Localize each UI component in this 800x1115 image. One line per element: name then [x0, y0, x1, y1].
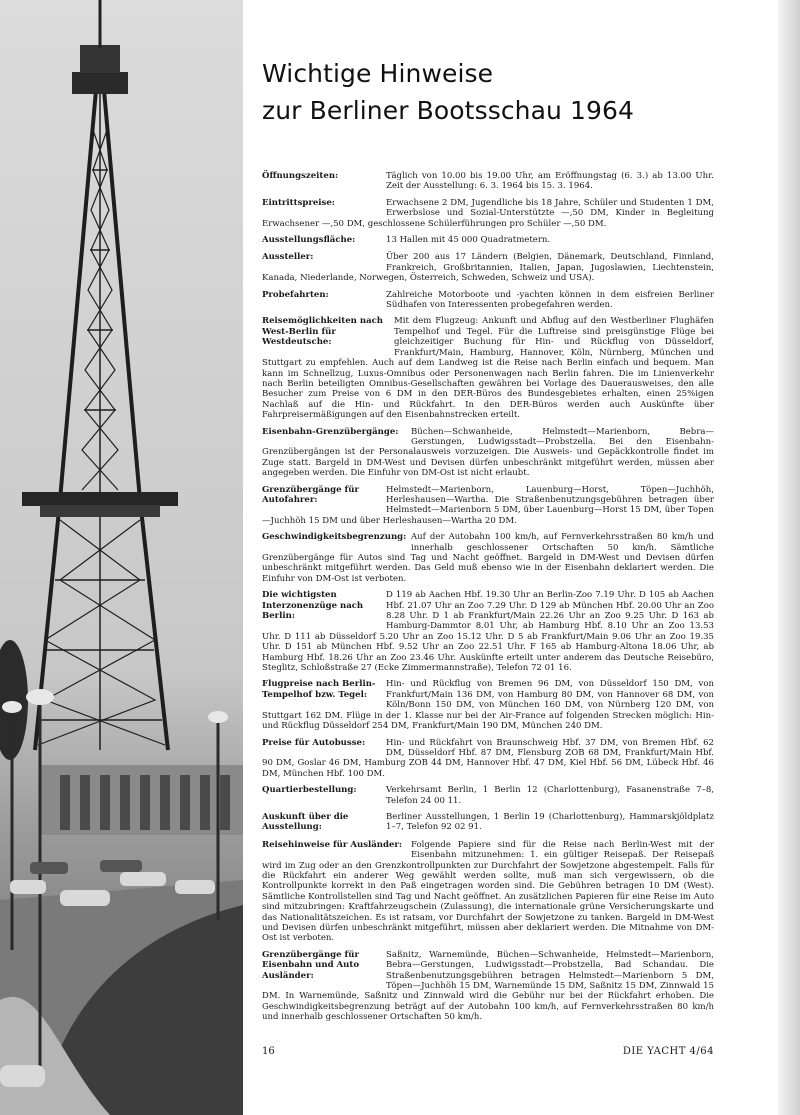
section-text: Berliner Ausstellungen, 1 Berlin 19 (Charlottenburg), Hammarskjöldplatz 1–7, Telefon 92 02 91.	[386, 811, 714, 833]
section-text: Täglich von 10.00 bis 19.00 Uhr, am Eröffnungstag (6. 3.) ab 13.00 Uhr. Zeit der Ausstellung: 6. 3. 1964 bis 15. 3. 1964.	[386, 171, 714, 192]
section-label: Geschwindigkeitsbegrenzung:	[262, 532, 407, 543]
section-text: Hin- und Rückfahrt von Braunschweig Hbf. 37 DM, von Bremen Hbf. 62 DM, Düsseldorf Hbf. 87 DM, Flensburg ZOB 68 DM, Frankfurt/Main Hbf. 90 DM, Goslar 46 DM, Hamburg ZOB 44 DM, Hannover Hbf. 47 DM, Kiel Hbf. 56 DM, Lübeck Hbf. 46 DM, München Hbf. 100 DM.	[262, 737, 714, 779]
section-text: Saßnitz, Warnemünde, Büchen—Schwanheide, Helmstedt—Marienborn, Bebra—Gerstungen, Ludwigsstadt—Probstzella, Bad Schandau. Die Straßenbenutzungsgebühren betragen Helmstedt—Marienborn 5 DM, Töpen—Juchhöh 15 DM, Warnemünde 15 DM, Saßnitz 15 DM, Zinnwald 15 DM. In Warnemünde, Saßnitz und Zinnwald wird die Gebühr nur bei der Rückfahrt erhoben. Die Geschwindigkeitsbegrenzung beträgt auf der Autobahn 100 km/h, auf Fernverkehrsstraßen 80 km/h und innerhalb geschlossener Ortschaften 50 km/h.	[262, 949, 714, 1023]
section-geschwindigkeitsbegrenzung	[262, 532, 714, 584]
section-grenzuebergaenge-auslaender	[262, 950, 714, 1023]
section-reisemoeglichkeiten	[262, 316, 714, 420]
funkturm-illustration	[0, 0, 243, 1115]
section-text: Mit dem Flugzeug: Ankunft und Abflug auf den Westberliner Flughäfen Tempelhof und Tegel. Für die Luftreise sind preisgünstige Flüge bei gleichzeitiger Buchung für Hin- und Rückflug von Düsseldorf, Frankfurt/Main, Hamburg, Hannover, Köln, Nürnberg, München und Stuttgart zu empfehlen. Auch auf dem Landweg ist die Reise nach Berlin einfach und bequem. Man kann im Schnellzug, Luxus-Omnibus oder Personenwagen nach Berlin fahren. Die im Linienverkehr nach Berlin beteiligten Omnibus-Gesellschaften gewähren bei Vorlage des Dauerausweises, den alle Besucher zum Preise von 6 DM in den DER-Büros des Bundesgebietes erhalten, einen 25%igen Nachlaß auf die Hin- und Rückfahrt. In den DER-Büros werden auch Auskünfte über Fahrpreisermäßigungen auf den Eisenbahnstrecken erteilt.	[262, 316, 714, 421]
section-interzonenzuege	[262, 590, 714, 673]
section-quartierbestellung	[262, 785, 714, 806]
article	[262, 55, 714, 1023]
section-label: Aussteller:	[262, 252, 314, 263]
section-label: Ausstellungsfläche:	[262, 235, 356, 246]
section-text: Folgende Papiere sind für die Reise nach Berlin-West mit der Eisenbahn mitzunehmen: 1. ein gültiger Reisepaß. Der Reisepaß wird im Zug oder an den Grenzkontrollpunkten zur Durchfahrt der Sowjetzone abgestempelt. Falls für die Rückfahrt ein anderer Weg gewählt werden sollte, muß man sich vergewissern, ob die Kontrollpunkte korrekt in den Paß eingetragen worden sind. Die Gebühren betragen 10 DM (West). Sämtliche Kontrollstellen sind Tag und Nacht geöffnet. An zusätzlichen Papieren für eine Reise im Auto sind mitzubringen: Kraftfahrzeugschein (Zulassung), die internationale grüne Versicherungskarte und das Nationalitätszeichen. Es ist ratsam, vor Durchfahrt der Sowjetzone zu tanken. Bargeld in DM-West und Devisen dürfen unbeschränkt mitgeführt, müssen aber deklariert werden. Die Mitnahme von DM-Ost ist verboten.	[262, 839, 714, 944]
section-text: Erwachsene 2 DM, Jugendliche bis 18 Jahre, Schüler und Studenten 1 DM, Erwerbslose und Sozial-Unterstützte —,50 DM, Kinder in Begleitung Erwachsener —,50 DM, geschlossene Schülerführungen pro Schüler —,50 DM.	[262, 197, 714, 229]
section-label: Probefahrten:	[262, 289, 329, 300]
section-label: Eisenbahn-Grenzübergänge:	[262, 426, 399, 437]
section-text: Zahlreiche Motorboote und -yachten können in dem eisfreien Berliner Südhafen von Interessenten probegefahren werden.	[386, 289, 714, 311]
section-text: Verkehrsamt Berlin, 1 Berlin 12 (Charlottenburg), Fasanenstraße 7–8, Telefon 24 00 11.	[386, 785, 714, 806]
section-autobusse	[262, 738, 714, 780]
section-label: Quartierbestellung:	[262, 785, 357, 796]
section-label: Eintrittspreise:	[262, 197, 335, 208]
section-flugpreise	[262, 679, 714, 731]
section-text: Hin- und Rückflug von Bremen 96 DM, von Düsseldorf 150 DM, von Frankfurt/Main 136 DM, von Hamburg 80 DM, von Hannover 68 DM, von Köln/Bonn 150 DM, von München 160 DM, von Nürnberg 120 DM, von Stuttgart 162 DM. Flüge in der 1. Klasse nur bei der Air-France auf folgenden Strecken möglich: Hin- und Rückflug Düsseldorf 254 DM, Frankfurt/Main 190 DM, München 240 DM.	[262, 679, 714, 732]
section-eisenbahn-grenzuebergaenge	[262, 427, 714, 479]
section-label: Grenzübergänge für Autofahrer:	[262, 484, 359, 505]
section-text: Büchen—Schwanheide, Helmstedt—Marienborn, Bebra—Gerstungen, Ludwigsstadt—Probstzella. Bei den Eisenbahn-Grenzübergängen ist der Personalausweis vorzuzeigen. Die Ausweis- und Gepäckkontrolle findet im Zuge statt. Bargeld in DM-West und Devisen dürfen unbeschränkt mitgeführt werden, müssen aber angegeben werden. Die Einfuhr von DM-Ost ist nicht erlaubt.	[262, 426, 714, 479]
info-sections	[262, 171, 714, 1029]
section-label: Preise für Autobusse:	[262, 737, 366, 748]
magazine-issue: DIE YACHT 4/64	[622, 1046, 714, 1057]
section-aussteller	[262, 252, 714, 283]
section-auskunft	[262, 812, 714, 834]
page-number: 16	[262, 1046, 275, 1057]
section-label: Reisehinweise für Ausländer:	[262, 839, 403, 850]
title-line-2: zur Berliner Bootsschau 1964	[262, 96, 635, 125]
article-title	[262, 55, 714, 129]
section-label: Auskunft über die Ausstellung:	[262, 811, 349, 833]
section-text: Auf der Autobahn 100 km/h, auf Fernverkehrsstraßen 80 km/h und innerhalb geschlossener Ortschaften 50 km/h. Sämtliche Grenzübergänge für Autos sind Tag und Nacht geöffnet. Bargeld in DM-West und Devisen dürfen unbeschränkt mitgeführt werden. Das Geld muß ebenso wie in der Eisenbahn deklariert werden. Die Einfuhr von DM-Ost ist verboten.	[262, 532, 714, 584]
title-line-1: Wichtige Hinweise	[262, 59, 494, 88]
section-ausstellungsflaeche	[262, 235, 714, 246]
section-grenzuebergaenge-autofahrer	[262, 485, 714, 527]
section-label: Grenzübergänge für Eisenbahn und Auto Ausländer:	[262, 949, 360, 981]
section-label: Die wichtigsten Interzonenzüge nach Berlin:	[262, 590, 364, 622]
section-text: D 119 ab Aachen Hbf. 19.30 Uhr an Berlin-Zoo 7.19 Uhr. D 105 ab Aachen Hbf. 21.07 Uhr an Zoo 7.29 Uhr. D 129 ab München Hbf. 20.00 Uhr an Zoo 8.28 Uhr. D 1 ab Frankfurt/Main 22.26 Uhr an Zoo 9.25 Uhr. D 163 ab Hamburg-Dammtor 8.01 Uhr, ab Hamburg Hbf. 8.10 Uhr an Zoo 13.53 Uhr. D 111 ab Düsseldorf 5.20 Uhr an Zoo 15.12 Uhr. D 5 ab Frankfurt/Main 9.06 Uhr an Zoo 19.35 Uhr. D 151 ab München Hbf. 9.52 Uhr an Zoo 22.51 Uhr. F 165 ab Hamburg-Altona 18.06 Uhr, ab Hamburg Hbf. 18.26 Uhr an Zoo 23.46 Uhr. Auskünfte erteilt unter anderem das Deutsche Reisebüro, Steglitz, Schloßstraße 27 (Ecke Zimmermannstraße), Telefon 72 01 16.	[262, 590, 714, 674]
section-oeffnungszeiten	[262, 171, 714, 192]
section-reisehinweise-auslaender	[262, 840, 714, 944]
section-probefahrten	[262, 290, 714, 311]
section-text: Über 200 aus 17 Ländern (Belgien, Dänemark, Deutschland, Finnland, Frankreich, Großbritannien, Italien, Japan, Jugoslawien, Liechtenstein, Kanada, Niederlande, Norwegen, Österreich, Schweden, Schweiz und USA).	[262, 252, 714, 284]
page-edge	[778, 0, 800, 1115]
section-label: Öffnungszeiten:	[262, 171, 339, 181]
section-eintrittspreise	[262, 198, 714, 229]
section-label: Flugpreise nach Berlin-Tempelhof bzw. Tegel:	[262, 679, 376, 700]
section-label: Reisemöglichkeiten nach West-Berlin für Westdeutsche:	[262, 316, 384, 348]
funkturm-photo	[0, 0, 243, 1115]
section-text: 13 Hallen mit 45 000 Quadratmetern.	[386, 235, 551, 246]
section-text: Helmstedt—Marienborn, Lauenburg—Horst, Töpen—Juchhöh, Herleshausen—Wartha. Die Straßenbenutzungsgebühren betragen über Helmstedt—Marienborn 5 DM, über Lauenburg—Horst 15 DM, über Topen—Juchhöh 15 DM und über Herleshausen—Wartha 20 DM.	[262, 484, 714, 526]
